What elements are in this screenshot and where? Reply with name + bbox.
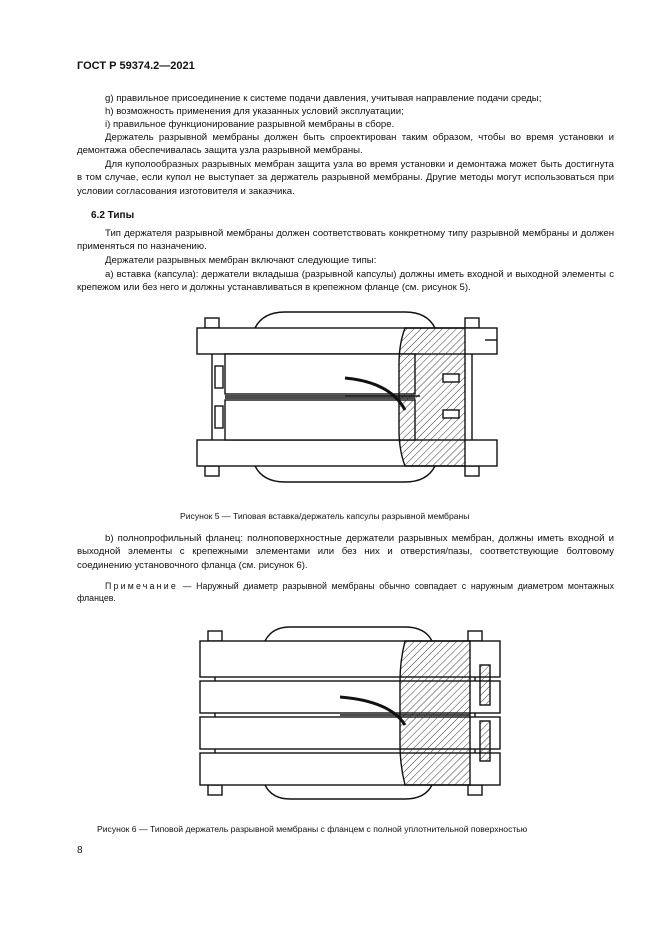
figure-6-drawing (190, 625, 510, 815)
page-number: 8 (77, 845, 83, 856)
paragraph-types: Тип держателя разрывной мембраны должен соответствовать конкретному типу разрывной мембраны и должен применяться по назначению. (77, 228, 614, 253)
figure-6-caption: Рисунок 6 — Типовой держатель разрывной мембраны с фланцем с полной уплотнительной поверхностью (97, 824, 528, 834)
note-label: Примечание (105, 581, 178, 591)
paragraph-domed: Для куполообразных разрывных мембран защита узла во время установки и демонтажа может быть достигнута в том случае, если купол не выступает за держатель разрывной мембраны. Другие методы могут использоваться при условии согласования изготовителя и заказчика. (77, 159, 614, 197)
document-header: ГОСТ Р 59374.2—2021 (77, 60, 195, 72)
note-text: — Наружный диаметр разрывной мембраны обычно совпадает с наружным диаметром монтажных фланцев. (77, 581, 614, 604)
item-a: а) вставка (капсула): держатели вкладыша (разрывной капсулы) должны иметь входной и выходной элементы с крепежом или без него и должны устанавливаться в крепежном фланце (см. рисунок 5). (77, 269, 614, 294)
list-item-h: h) возможность применения для указанных условий эксплуатации; (105, 106, 404, 117)
list-item-i: i) правильное функционирование разрывной мембраны в сборе. (105, 119, 395, 130)
paragraph-types-list: Держатели разрывных мембран включают следующие типы: (105, 255, 377, 266)
item-b: b) полнопрофильный фланец: полноповерхностные держатели разрывных мембран, должны иметь входной и выходной элементы с крепежными элементами или без них и отверстия/пазы, соответствующие болтовому соединению установочного фланца (см. рисунок 6). (77, 533, 614, 571)
note (77, 580, 614, 605)
list-item-g: g) правильное присоединение к системе подачи давления, учитывая направление подачи среды; (105, 93, 542, 104)
figure-5-caption: Рисунок 5 — Типовая вставка/держатель капсулы разрывной мембраны (180, 511, 470, 521)
paragraph-mounting: Держатель разрывной мембраны должен быть спроектирован таким образом, чтобы во время установки и демонтажа обеспечивалась защита узла разрывной мембраны. (77, 132, 614, 157)
section-title: 6.2 Типы (91, 210, 135, 221)
figure-5-drawing (185, 310, 505, 500)
